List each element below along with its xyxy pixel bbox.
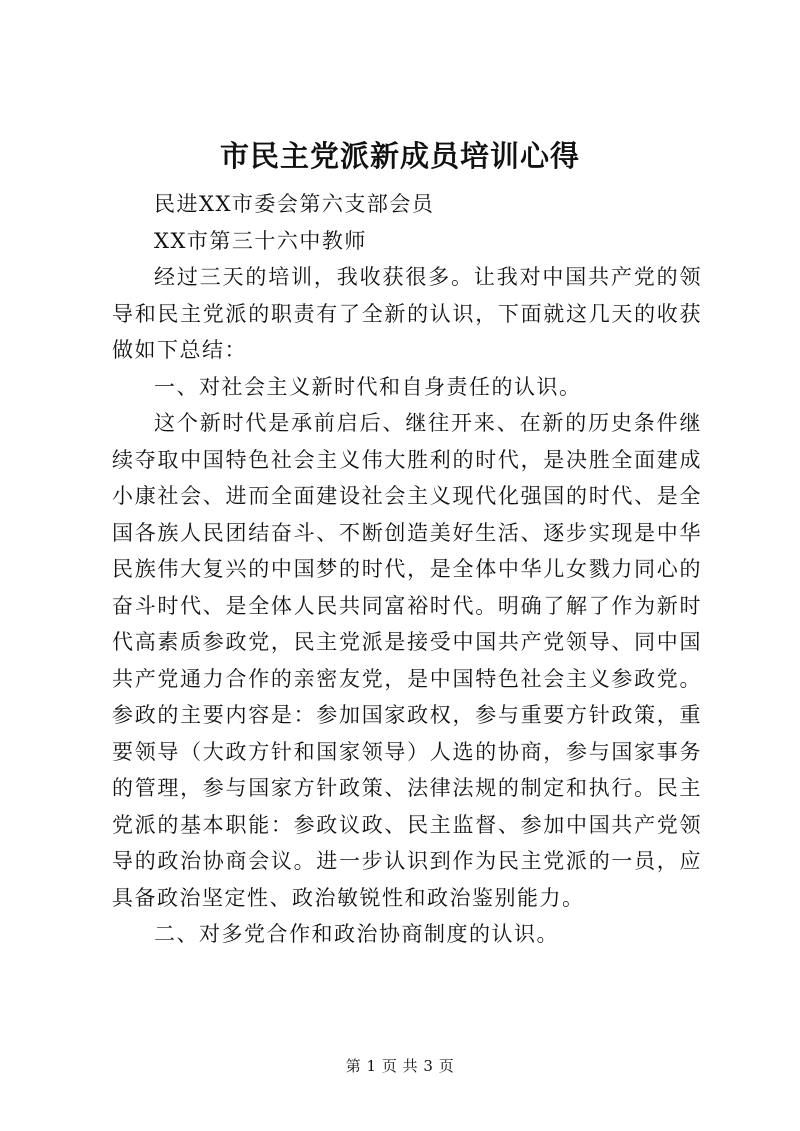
- section-heading-1: 一、对社会主义新时代和自身责任的认识。: [154, 374, 582, 399]
- intro-paragraph: 经过三天的培训，我收获很多。让我对中国共产党的领导和民主党派的职责有了全新的认识，下面就这几天的收获做如下总结：: [112, 265, 702, 362]
- section-heading-2: 二、对多党合作和政治协商制度的认识。: [154, 922, 559, 946]
- document-title: 市民主党派新成员培训心得: [219, 139, 580, 173]
- body-paragraph: 这个新时代是承前启后、继往开来、在新的历史条件继续夺取中国特色社会主义伟大胜利的时代，是决胜全面建成小康社会、进而全面建设社会主义现代化强国的时代、是全国各族人民团结奋斗、不断创造美好生活、逐步实现是中华民族伟大复兴的中国梦的时代，是全体中华儿女戮力同心的奋斗时代、是全体人民共同富裕时代。明确了解了作为新时代高素质参政党，民主党派是接受中国共产党领导、同中国共产党通力合作的亲密友党，是中国特色社会主义参政党。参政的主要内容是：参加国家政权，参与重要方针政策，重要领导（大政方针和国家领导）人选的协商，参与国家事务的管理，参与国家方针政策、法律法规的制定和执行。民主党派的基本职能：参政议政、民主监督、参加中国共产党领导的政治协商会议。进一步认识到作为民主党派的一员，应具备政治坚定性、政治敏锐性和政治鉴别能力。: [112, 411, 702, 910]
- page-footer: 第 1 页 共 3 页: [345, 1057, 455, 1075]
- author-affiliation: 民进XX市委会第六支部会员: [154, 192, 435, 216]
- author-position: XX市第三十六中教师: [154, 228, 367, 253]
- document-body: [112, 186, 702, 953]
